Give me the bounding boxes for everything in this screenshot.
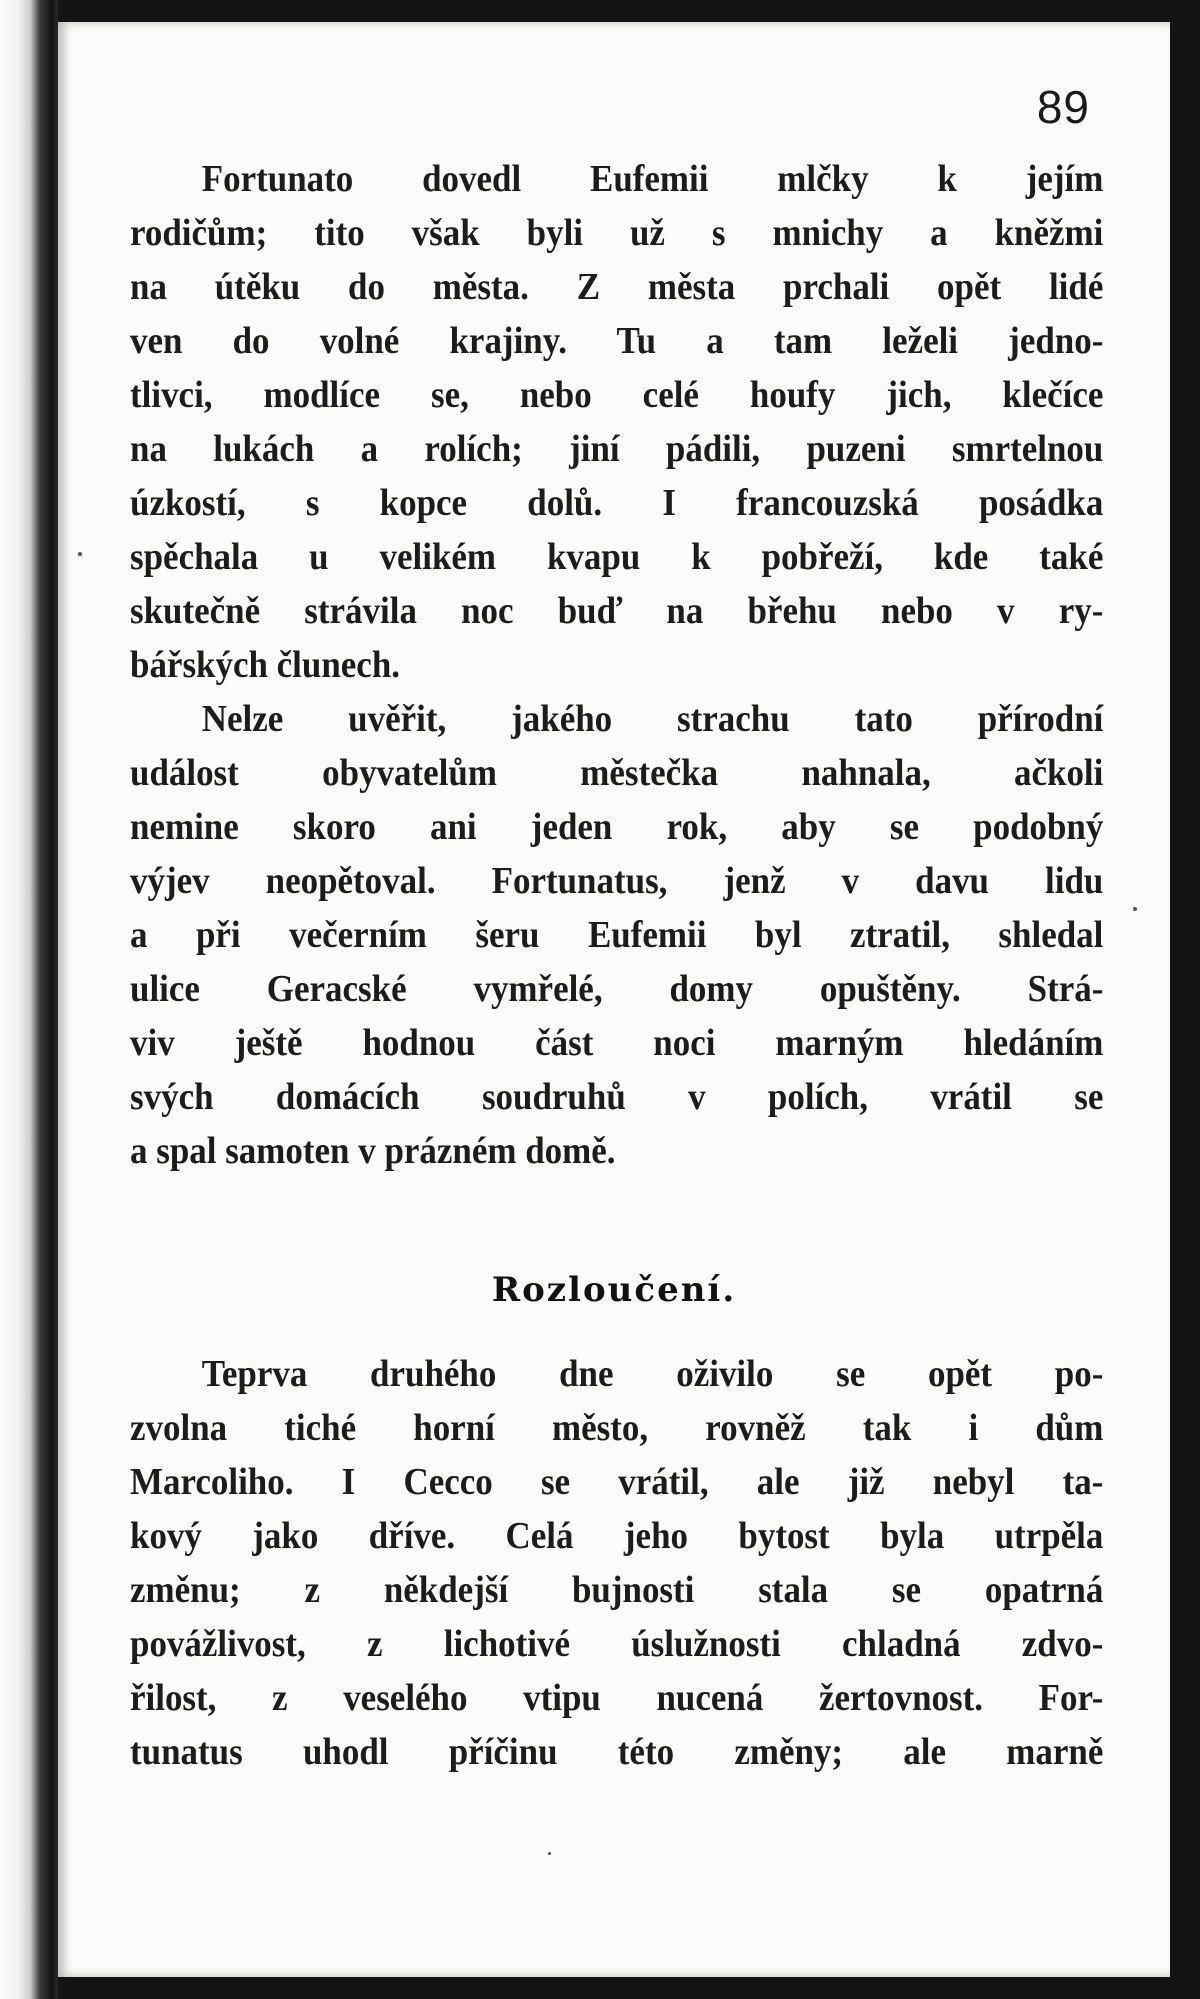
text-line: Teprva druhého dne oživilo se opět po- bbox=[201, 1353, 1104, 1395]
text-line: zvolna tiché horní město, rovněž tak i dům bbox=[130, 1407, 1104, 1449]
page-number: 89 bbox=[1036, 81, 1090, 133]
text-line: Nelze uvěřit, jakého strachu tato přírodní bbox=[201, 698, 1104, 740]
scan-speck bbox=[548, 1852, 551, 1855]
text-line: Marcoliho. I Cecco se vrátil, ale již nebyl ta- bbox=[130, 1461, 1104, 1503]
text-line: skutečně strávila noc buď na břehu nebo v ry- bbox=[130, 590, 1104, 632]
book-page bbox=[58, 22, 1170, 1977]
text-line: ulice Geracské vymřelé, domy opuštěny. Strá- bbox=[130, 968, 1104, 1010]
text-line: na lukách a rolích; jiní pádili, puzeni smrtelnou bbox=[130, 428, 1104, 470]
text-line: kový jako dříve. Celá jeho bytost byla utrpěla bbox=[130, 1515, 1104, 1557]
text-line: svých domácích soudruhů v polích, vrátil se bbox=[130, 1076, 1104, 1118]
text-line: tlivci, modlíce se, nebo celé houfy jich, klečíce bbox=[130, 374, 1104, 416]
text-line: ven do volné krajiny. Tu a tam leželi jedno- bbox=[130, 320, 1104, 362]
scan-speck bbox=[78, 552, 82, 556]
scan-speck bbox=[1133, 907, 1137, 911]
text-line: nemine skoro ani jeden rok, aby se podobný bbox=[130, 806, 1104, 848]
text-line: rodičům; tito však byli už s mnichy a kněžmi bbox=[130, 212, 1104, 254]
text-line: změnu; z někdejší bujnosti stala se opatrná bbox=[130, 1569, 1104, 1611]
text-line: událost obyvatelům městečka nahnala, ačkoli bbox=[130, 752, 1104, 794]
text-line: spěchala u velikém kvapu k pobřeží, kde také bbox=[130, 536, 1104, 578]
text-line: a spal samoten v prázném domě. bbox=[130, 1130, 616, 1172]
text-line: povážlivost, z lichotivé úslužnosti chladná zdvo- bbox=[130, 1623, 1104, 1665]
text-line: úzkostí, s kopce dolů. I francouzská posádka bbox=[130, 482, 1104, 524]
text-line: tunatus uhodl příčinu této změny; ale marně bbox=[130, 1731, 1104, 1773]
text-line: řilost, z veselého vtipu nucená žertovnost. For- bbox=[130, 1677, 1104, 1719]
text-line: na útěku do města. Z města prchali opět lidé bbox=[130, 266, 1104, 308]
book-binding-edge bbox=[0, 0, 58, 1999]
text-line: Fortunato dovedl Eufemii mlčky k jejím bbox=[201, 158, 1104, 200]
text-line: viv ještě hodnou část noci marným hledáním bbox=[130, 1022, 1104, 1064]
text-line: bářských člunech. bbox=[130, 644, 401, 686]
paragraph-block-1 bbox=[130, 152, 1103, 1178]
text-line: výjev neopětoval. Fortunatus, jenž v davu lidu bbox=[130, 860, 1104, 902]
text-line: a při večerním šeru Eufemii byl ztratil, shledal bbox=[130, 914, 1104, 956]
paragraph-block-2 bbox=[130, 1347, 1103, 1779]
section-heading: Rozloučení. bbox=[491, 1270, 737, 1310]
